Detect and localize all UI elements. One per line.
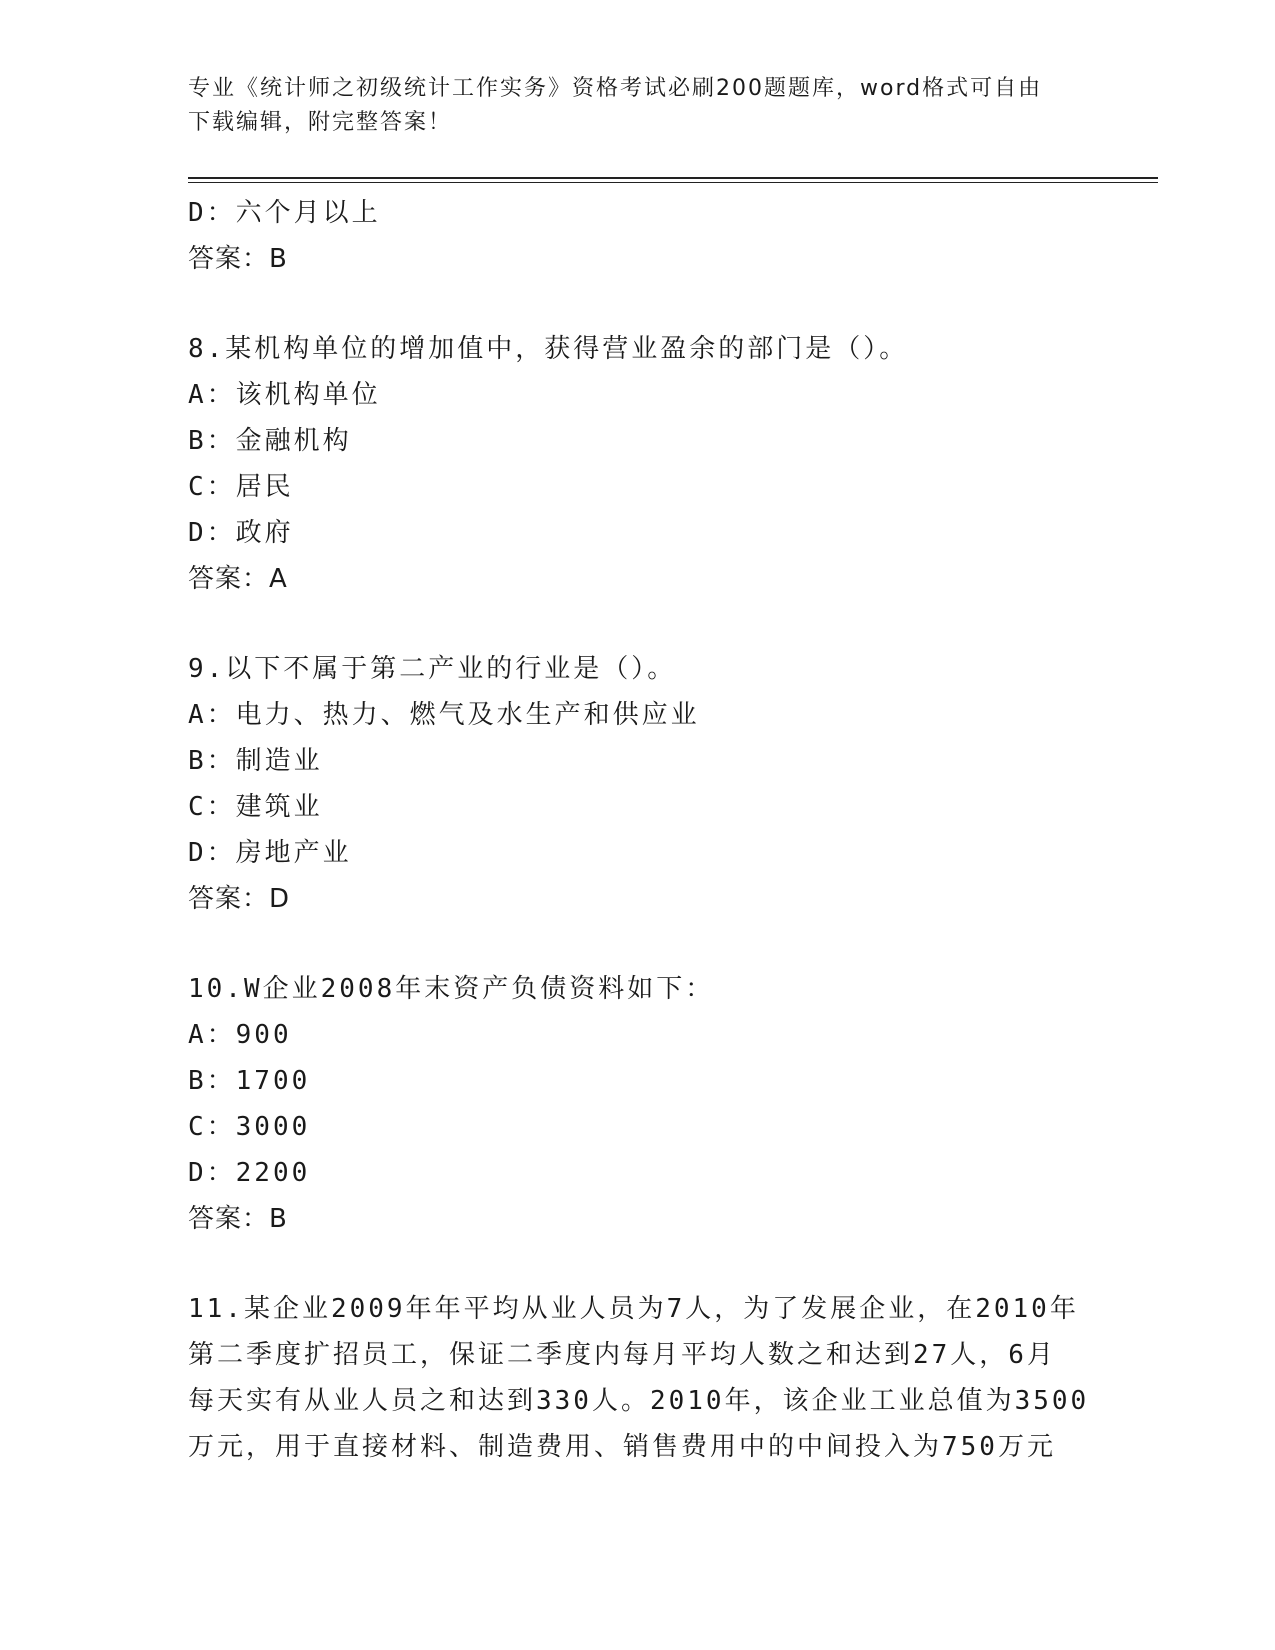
question-11-line-3: 每天实有从业人员之和达到330人。2010年，该企业工业总值为3500: [188, 1386, 1090, 1416]
option-c: C：3000: [188, 1112, 311, 1142]
spacer: [188, 282, 1088, 326]
option-a: A：900: [188, 1020, 292, 1050]
option-a: A：该机构单位: [188, 380, 381, 410]
question-8: [188, 326, 1088, 602]
option-b: B：制造业: [188, 746, 323, 776]
spacer: [188, 602, 1088, 646]
question-stem: 10.W企业2008年末资产负债资料如下：: [188, 974, 715, 1004]
question-11-line-4: 万元，用于直接材料、制造费用、销售费用中的中间投入为750万元: [188, 1432, 1056, 1462]
option-d: D：2200: [188, 1158, 311, 1188]
question-stem: 9.以下不属于第二产业的行业是（）。: [188, 654, 677, 684]
answer: 答案：D: [188, 884, 291, 914]
q7-option-d: D：六个月以上: [188, 198, 381, 228]
header-line-1: 专业《统计师之初级统计工作实务》资格考试必刷200题题库，word格式可自由: [188, 76, 1043, 101]
answer: 答案：B: [188, 1204, 288, 1234]
question-content: [188, 190, 1088, 1470]
option-a: A：电力、热力、燃气及水生产和供应业: [188, 700, 700, 730]
option-c: C：居民: [188, 472, 294, 502]
option-b: B：1700: [188, 1066, 311, 1096]
option-d: D：房地产业: [188, 838, 352, 868]
question-11: [188, 1286, 1088, 1470]
question-11-line-1: 11.某企业2009年年平均从业人员为7人，为了发展企业，在2010年: [188, 1294, 1079, 1324]
header-rule-thick: [188, 177, 1158, 179]
question-stem: 8.某机构单位的增加值中，获得营业盈余的部门是（）。: [188, 334, 909, 364]
header-line-2: 下载编辑，附完整答案！: [188, 110, 453, 135]
option-c: C：建筑业: [188, 792, 323, 822]
option-d: D：政府: [188, 518, 294, 548]
spacer: [188, 922, 1088, 966]
answer: 答案：A: [188, 564, 288, 594]
question-10: [188, 966, 1088, 1242]
option-b: B：金融机构: [188, 426, 352, 456]
question-9: [188, 646, 1088, 922]
document-header: [188, 72, 1068, 140]
q7-answer: 答案：B: [188, 244, 288, 274]
spacer: [188, 1242, 1088, 1286]
question-11-line-2: 第二季度扩招员工，保证二季度内每月平均人数之和达到27人，6月: [188, 1340, 1056, 1370]
header-rule-thin: [188, 182, 1158, 183]
